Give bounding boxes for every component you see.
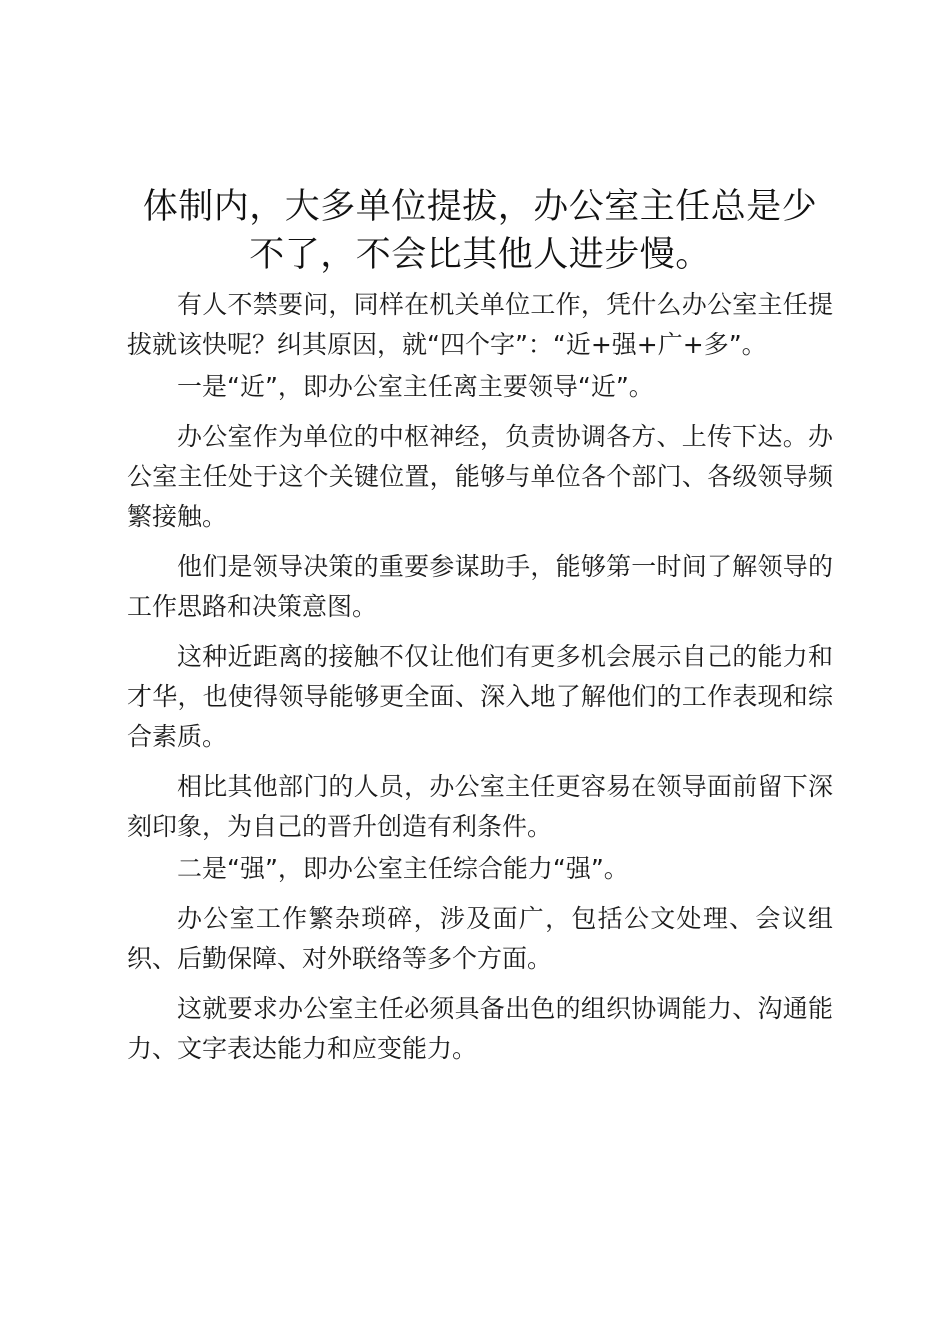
paragraph-8: 办公室工作繁杂琐碎，涉及面广，包括公文处理、会议组织、后勤保障、对外联络等多个方面。 (127, 904, 833, 973)
paragraph-6: 相比其他部门的人员，办公室主任更容易在领导面前留下深刻印象，为自己的晋升创造有利条件。 (127, 772, 833, 841)
paragraph-1: 有人不禁要问，同样在机关单位工作，凭什么办公室主任提拔就该快呢？纠其原因，就“四个字”：“近+强+广+多”。 (127, 290, 833, 359)
document-body (127, 285, 833, 1069)
paragraph-7: 二是“强”，即办公室主任综合能力“强”。 (177, 854, 629, 883)
document-content (127, 183, 833, 1079)
paragraph-3: 办公室作为单位的中枢神经，负责协调各方、上传下达。办公室主任处于这个关键位置，能够与单位各个部门、各级领导频繁接触。 (127, 422, 833, 531)
paragraph-9: 这就要求办公室主任必须具备出色的组织协调能力、沟通能力、文字表达能力和应变能力。 (127, 994, 833, 1063)
paragraph-2: 一是“近”，即办公室主任离主要领导“近”。 (177, 372, 654, 401)
paragraph-4: 他们是领导决策的重要参谋助手，能够第一时间了解领导的工作思路和决策意图。 (127, 552, 833, 621)
document-title: 体制内，大多单位提拔，办公室主任总是少不了，不会比其他人进步慢。 (142, 187, 818, 275)
paragraph-5: 这种近距离的接触不仅让他们有更多机会展示自己的能力和才华，也使得领导能够更全面、深入地了解他们的工作表现和综合素质。 (127, 642, 833, 751)
